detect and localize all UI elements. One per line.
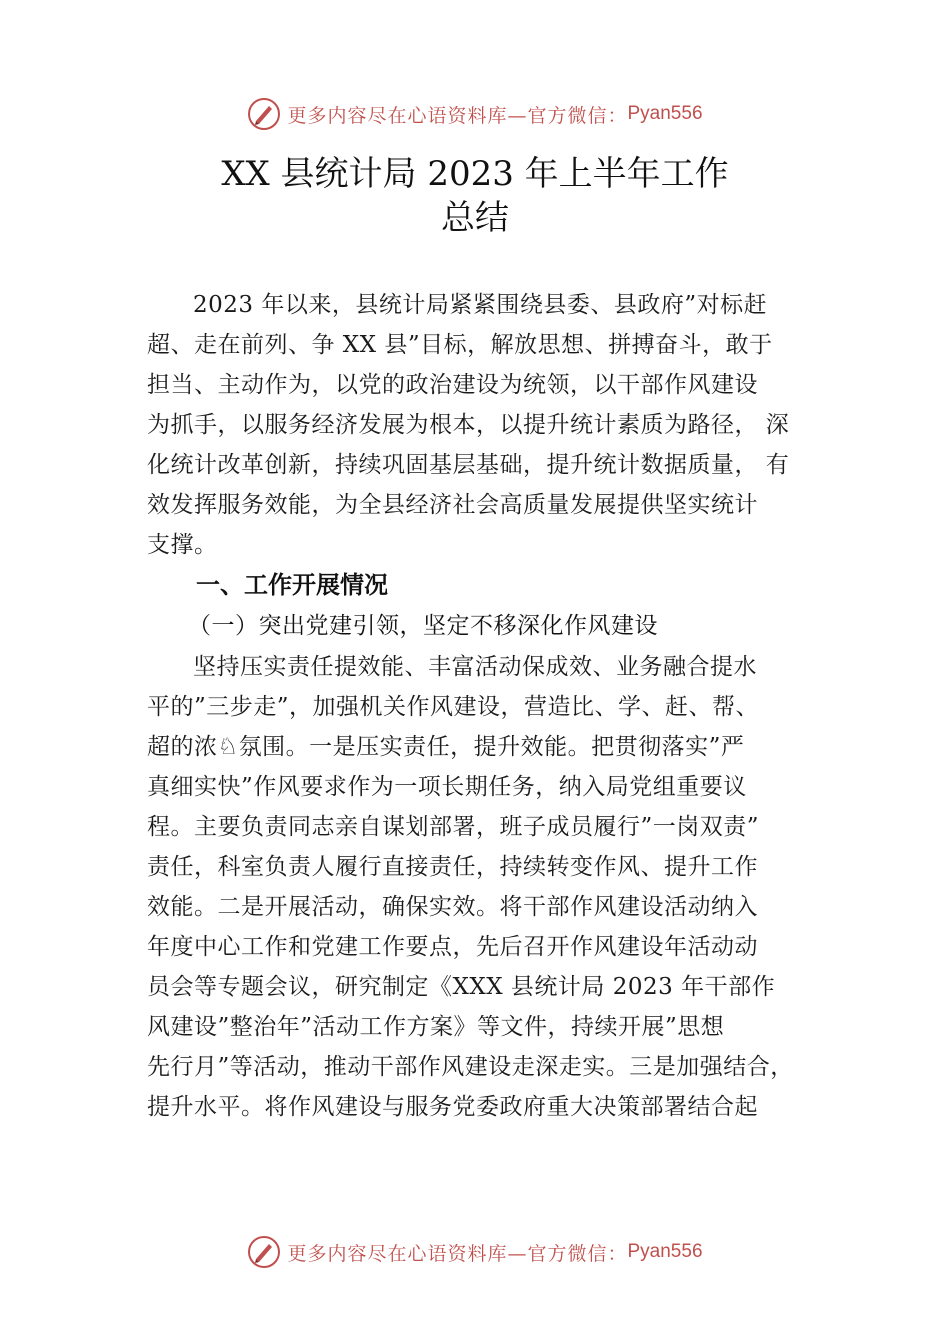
paragraph-line: 支撑。 [147,532,218,558]
paragraph-line: 坚持压实责任提效能、丰富活动保成效、业务融合提水 [193,654,757,680]
document-title-line2: 总结 [441,198,509,238]
paragraph-line: 效发挥服务效能，为全县经济社会高质量发展提供坚实统计 [147,492,758,518]
document-title-line1: XX 县统计局 2023 年上半年工作 [221,154,729,194]
paragraph-line: 风建设”整治年”活动工作方案》等文件，持续开展”思想 [147,1014,725,1040]
paragraph-line: 2023 年以来，县统计局紧紧围绕县委、县政府”对标赶 [193,292,768,318]
subsection-heading: （一）突出党建引领，坚定不移深化作风建设 [188,613,658,639]
paragraph-line: 先行月”等活动，推动干部作风建设走深走实。三是加强结合， [147,1054,794,1080]
intro-paragraph [147,285,817,565]
paragraph-line: 效能。二是开展活动，确保实效。将干部作风建设活动纳入 [147,894,758,920]
banner-text: 更多内容尽在心语资料库—官方微信： [287,1242,628,1265]
paragraph-line: 为抓手，以服务经济发展为根本，以提升统计素质为路径， 深 [147,412,790,438]
paragraph-line: 年度中心工作和党建工作要点，先后召开作风建设年活动动 [147,934,758,960]
section-heading: 一、工作开展情况 [196,571,388,599]
paragraph-line: 超、走在前列、争 XX 县”目标，解放思想、拼搏奋斗，敢于 [147,332,773,358]
banner-wechat-id: Pyan556 [627,103,703,124]
paragraph-line: 平的”三步走”，加强机关作风建设，营造比、学、赶、帮、 [147,694,760,720]
header-watermark-banner [0,94,950,134]
footer-watermark-banner [0,1232,950,1272]
paragraph-line: 超的浓♘氛围。一是压实责任，提升效能。把贯彻落实”严 [147,734,745,760]
paragraph-line: 员会等专题会议，研究制定《XXX 县统计局 2023 年干部作 [147,974,776,1000]
pen-logo-icon [247,97,281,131]
paragraph-line: 程。主要负责同志亲自谋划部署，班子成员履行”一岗双责” [147,814,760,840]
pen-logo-icon [247,1235,281,1269]
banner-wechat-id: Pyan556 [627,1241,703,1262]
body-paragraph [147,647,817,1127]
banner-text: 更多内容尽在心语资料库—官方微信： [287,104,628,127]
paragraph-line: 责任，科室负责人履行直接责任，持续转变作风、提升工作 [147,854,758,880]
paragraph-line: 真细实快”作风要求作为一项长期任务，纳入局党组重要议 [147,774,747,800]
paragraph-line: 担当、主动作为，以党的政治建设为统领，以干部作风建设 [147,372,758,398]
paragraph-line: 化统计改革创新，持续巩固基层基础，提升统计数据质量， 有 [147,452,790,478]
paragraph-line: 提升水平。将作风建设与服务党委政府重大决策部署结合起 [147,1094,758,1120]
